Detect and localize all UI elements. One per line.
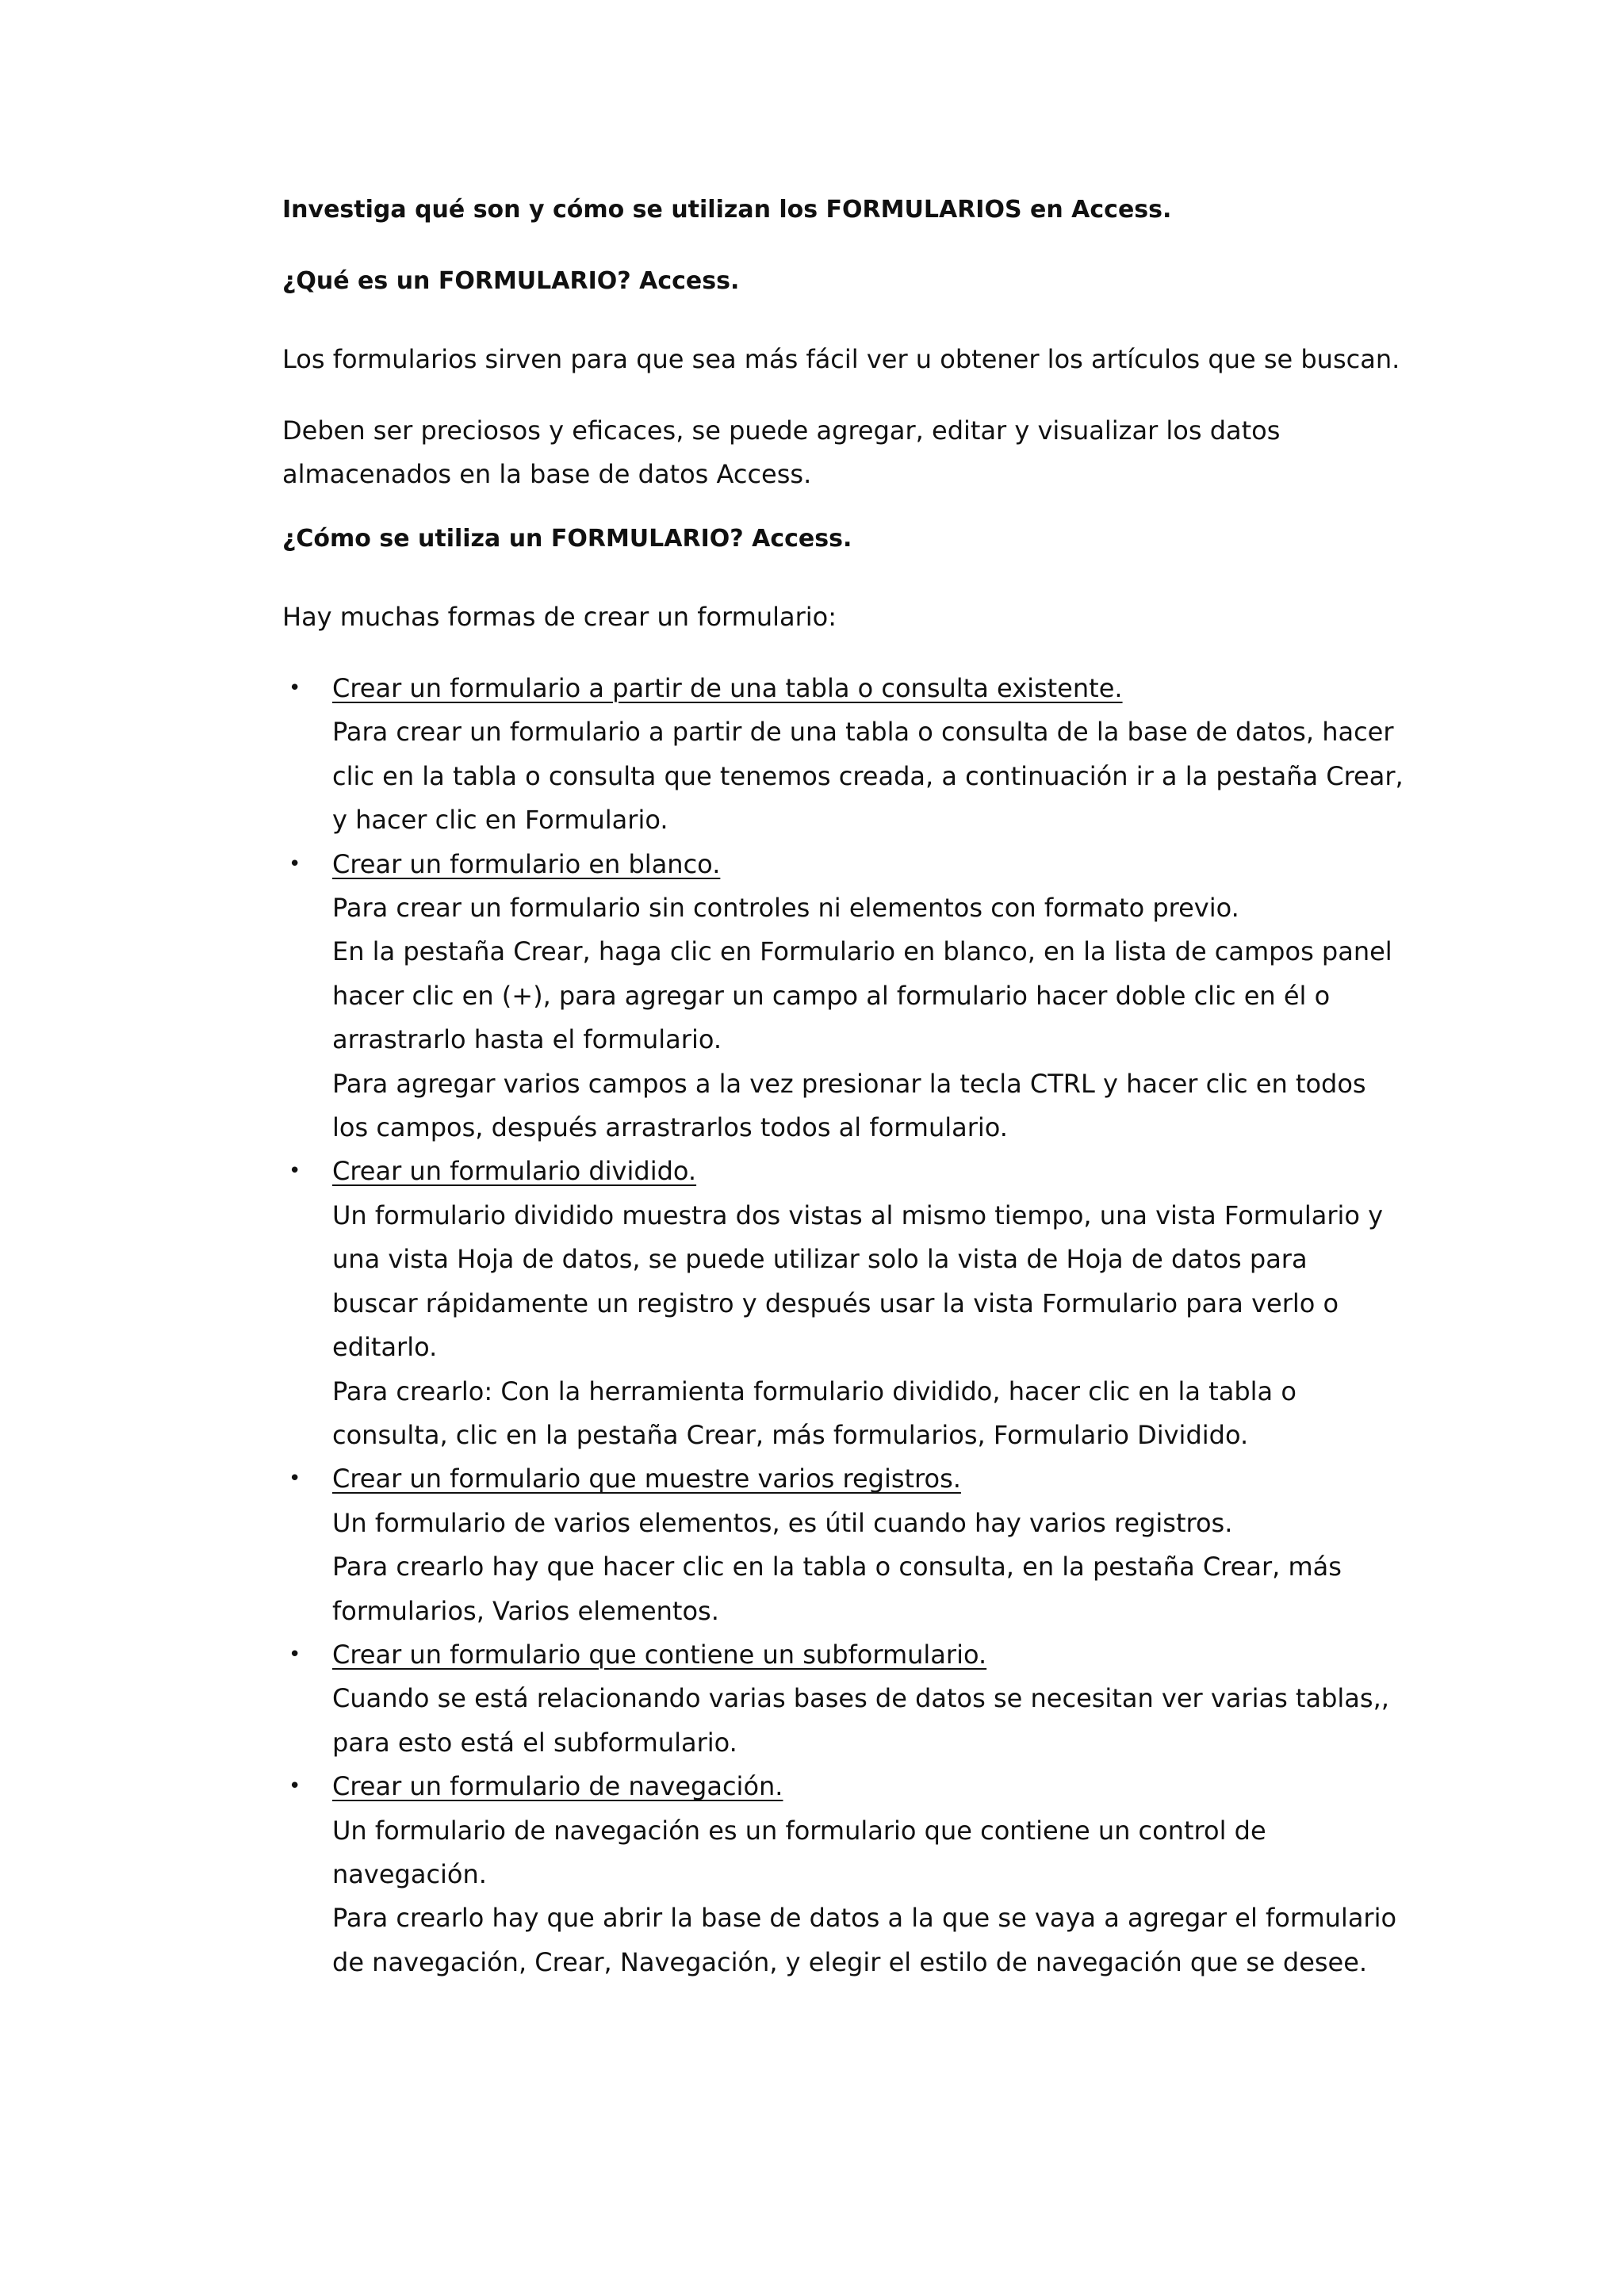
bullet-icon: •: [289, 1642, 301, 1667]
list-item-line: formularios, Varios elementos.: [332, 1595, 719, 1626]
main-heading: Investiga qué son y cómo se utilizan los FORMULARIOS en Access.: [282, 196, 1172, 224]
list-item-line: Para crearlo hay que abrir la base de datos a la que se vaya a agregar el formulario: [332, 1903, 1397, 1934]
list-item: [282, 843, 1408, 1150]
how-to-heading: ¿Cómo se utiliza un FORMULARIO? Access.: [282, 525, 852, 553]
list-item-line: de navegación, Crear, Navegación, y elegir el estilo de navegación que se desee.: [332, 1946, 1368, 1977]
list-item-line: una vista Hoja de datos, se puede utilizar solo la vista de Hoja de datos para: [332, 1244, 1308, 1275]
list-item-line: y hacer clic en Formulario.: [332, 805, 668, 836]
bullet-icon: •: [289, 676, 301, 700]
bullet-icon: •: [289, 1774, 301, 1799]
list-item-line: Cuando se está relacionando varias bases de datos se necesitan ver varias tablas,,: [332, 1683, 1389, 1714]
what-is-heading: ¿Qué es un FORMULARIO? Access.: [282, 267, 740, 295]
list-item-line: Para crear un formulario sin controles ni elementos con formato previo.: [332, 893, 1239, 924]
list-item-line: editarlo.: [332, 1332, 438, 1363]
list-item-title: Crear un formulario a partir de una tabla o consulta existente.: [332, 673, 1123, 703]
list-item-line: Para crear un formulario a partir de una tabla o consulta de la base de datos, hacer: [332, 717, 1394, 748]
list-item-title: Crear un formulario dividido.: [332, 1156, 697, 1187]
list-item-line: Para crearlo: Con la herramienta formulario dividido, hacer clic en la tabla o: [332, 1376, 1297, 1406]
list-item-line: los campos, después arrastrarlos todos al formulario.: [332, 1112, 1008, 1143]
list-item-line: buscar rápidamente un registro y después usar la vista Formulario para verlo o: [332, 1288, 1339, 1318]
document-body: [282, 195, 1408, 1984]
list-item: [282, 1633, 1408, 1765]
list-item-line: Un formulario de varios elementos, es útil cuando hay varios registros.: [332, 1507, 1233, 1538]
list-item-line: para esto está el subformulario.: [332, 1727, 737, 1758]
list-item-line: En la pestaña Crear, haga clic en Formulario en blanco, en la lista de campos panel: [332, 936, 1392, 967]
paragraph-line: almacenados en la base de datos Access.: [282, 459, 812, 489]
ways-paragraph: Hay muchas formas de crear un formulario:: [282, 602, 837, 632]
list-item-line: clic en la tabla o consulta que tenemos creada, a continuación ir a la pestaña Crear,: [332, 760, 1404, 791]
should-be-paragraph: [282, 409, 1408, 496]
bullet-icon: •: [289, 851, 301, 876]
list-item: [282, 667, 1408, 843]
bullet-icon: •: [289, 1467, 301, 1491]
list-item-title: Crear un formulario que contiene un subformulario.: [332, 1639, 987, 1670]
bullet-icon: •: [289, 1159, 301, 1184]
list-item-line: consulta, clic en la pestaña Crear, más formularios, Formulario Dividido.: [332, 1419, 1249, 1450]
list-item: [282, 1765, 1408, 1984]
paragraph-line: Deben ser preciosos y eficaces, se puede agregar, editar y visualizar los datos: [282, 415, 1281, 446]
form-types-list: [282, 667, 1408, 1984]
what-is-paragraph: Los formularios sirven para que sea más fácil ver u obtener los artículos que se buscan.: [282, 344, 1400, 374]
list-item-title: Crear un formulario de navegación.: [332, 1771, 783, 1802]
list-item-line: Un formulario dividido muestra dos vistas al mismo tiempo, una vista Formulario y: [332, 1200, 1384, 1230]
list-item-title: Crear un formulario en blanco.: [332, 848, 721, 879]
list-item: [282, 1457, 1408, 1633]
list-item-line: Para crearlo hay que hacer clic en la tabla o consulta, en la pestaña Crear, más: [332, 1552, 1342, 1582]
list-item-line: Un formulario de navegación es un formulario que contiene un control de: [332, 1815, 1266, 1846]
list-item-line: navegación.: [332, 1858, 487, 1889]
list-item-line: Para agregar varios campos a la vez presionar la tecla CTRL y hacer clic en todos: [332, 1068, 1366, 1099]
list-item-title: Crear un formulario que muestre varios registros.: [332, 1464, 961, 1494]
list-item-line: arrastrarlo hasta el formulario.: [332, 1024, 722, 1055]
list-item: [282, 1150, 1408, 1457]
list-item-line: hacer clic en (+), para agregar un campo al formulario hacer doble clic en él o: [332, 980, 1331, 1011]
